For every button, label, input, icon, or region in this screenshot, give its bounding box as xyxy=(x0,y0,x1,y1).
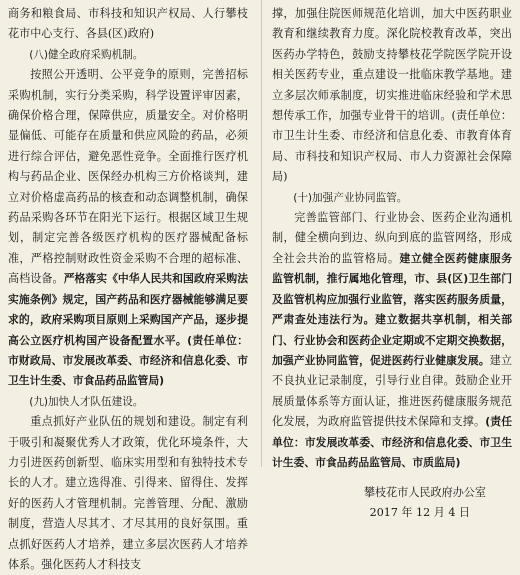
paragraph-section-9-continued: 撑，加强住院医师规范化培训，加大中医药职业教育和继续教育力度。深化院校教育改革，突出医药办学特色，鼓励支持攀枝花学院医学院开设相关医药专业，重点建设一批临床教学基地。建立多层次师承制度，切实推进临床经验和学术思想传承工作，加强专业骨干的培训。(责任单位：市卫生计生委、市经济和信息化委、市教育体育局、市科技和知识产权局、市人力资源社会保障局) xyxy=(272,7,512,184)
paragraph-section-10-emphasis-1: 建立健全医药健康服务监管机制，推行属地化管理，市、县(区)卫生部门及监管机构应加强行业监管，落实医药服务质量，严肃查处违法行为。建立数据共享机制，相关部门、行业协会和医药企业定期或不定期交换数据，加强产业协同监管，促进医药行业健康发展。 xyxy=(272,251,512,367)
paragraph-section-9: 重点抓好产业队伍的规划和建设。制定有利于吸引和凝聚优秀人才政策，优化环境条件，大力引进医药创新型、临床实用型和有独特技术专长的人才。建立选得准、引得来、留得住、发挥好的医药人才管理机制。完善管理、分配、激励制度，营造人尽其才、才尽其用的良好氛围。重点抓好医药人才培养，建立多层次医药人才培养体系。强化医药人才科技支 xyxy=(8,415,248,571)
section-heading-9: (九)加快人才队伍建设。 xyxy=(29,395,144,408)
issue-date: 2017 年 12 月 4 日 xyxy=(369,506,470,520)
column-divider xyxy=(261,0,262,467)
paragraph-section-8-emphasis: 严格落实《中华人民共和国政府采购法实施条例》规定，国产药品和医疗器械能够满足要求的，政府采购项目原则上采购国产产品，逐步提高公立医疗机构国产设备配置水平。(责任单位：市财政局、市发展改革委、市经济和信息化委、市卫生计生委、市食品药品监管局) xyxy=(8,272,248,388)
issuer-signature: 攀枝花市人民政府办公室 xyxy=(363,486,486,500)
section-heading-8: (八)健全政府采购机制。 xyxy=(29,48,144,61)
paragraph-responsible-units: 商务和粮食局、市科技和知识产权局、人行攀枝花市中心支行、各县(区)政府) xyxy=(8,7,248,41)
right-column xyxy=(272,4,512,523)
paragraph-section-10-part-2: 建立不良执业记录制度，引导行业自律。鼓励企业开展质量体系等方面认证，推进医药健康服务规范化发展，为政府监管提供技术保障和支撑。 xyxy=(272,353,512,429)
paragraph-section-10-emphasis-2: (责任单位：市发展改革委、市经济和信息化委、市卫生计生委、市食品药品监管局、市质监局) xyxy=(272,415,512,469)
paragraph-section-8 xyxy=(8,65,248,392)
paragraph-section-10 xyxy=(272,208,512,473)
paragraph-section-10-part-1: 完善监管部门、行业协会、医药企业沟通机制，健全横向到边、纵向到底的监管网络，形成全社会共治的监管格局。 xyxy=(272,211,512,265)
section-heading-10: (十)加强产业协同监管。 xyxy=(293,191,408,204)
paragraph-section-8-part-1: 按照公开透明、公平竞争的原则，完善招标采购机制，实行分类采购，科学设置评审因素，确保价格合理，保障供应，质量安全。对价格明显偏低、可能存在质量和供应风险的药品，必须进行综合评估，避免恶性竞争。全面推行医疗机构与药品企业、医保经办机构三方价格谈判，建立对价格虚高药品的核查和动态调整机制，确保药品采购各环节在阳光下运行。根据区域卫生规划，制定完善各级医疗机构的医疗器械配备标准，严格控制财政性资金采购不合理的超标准、高档设备。 xyxy=(8,68,248,286)
left-column xyxy=(8,4,248,575)
